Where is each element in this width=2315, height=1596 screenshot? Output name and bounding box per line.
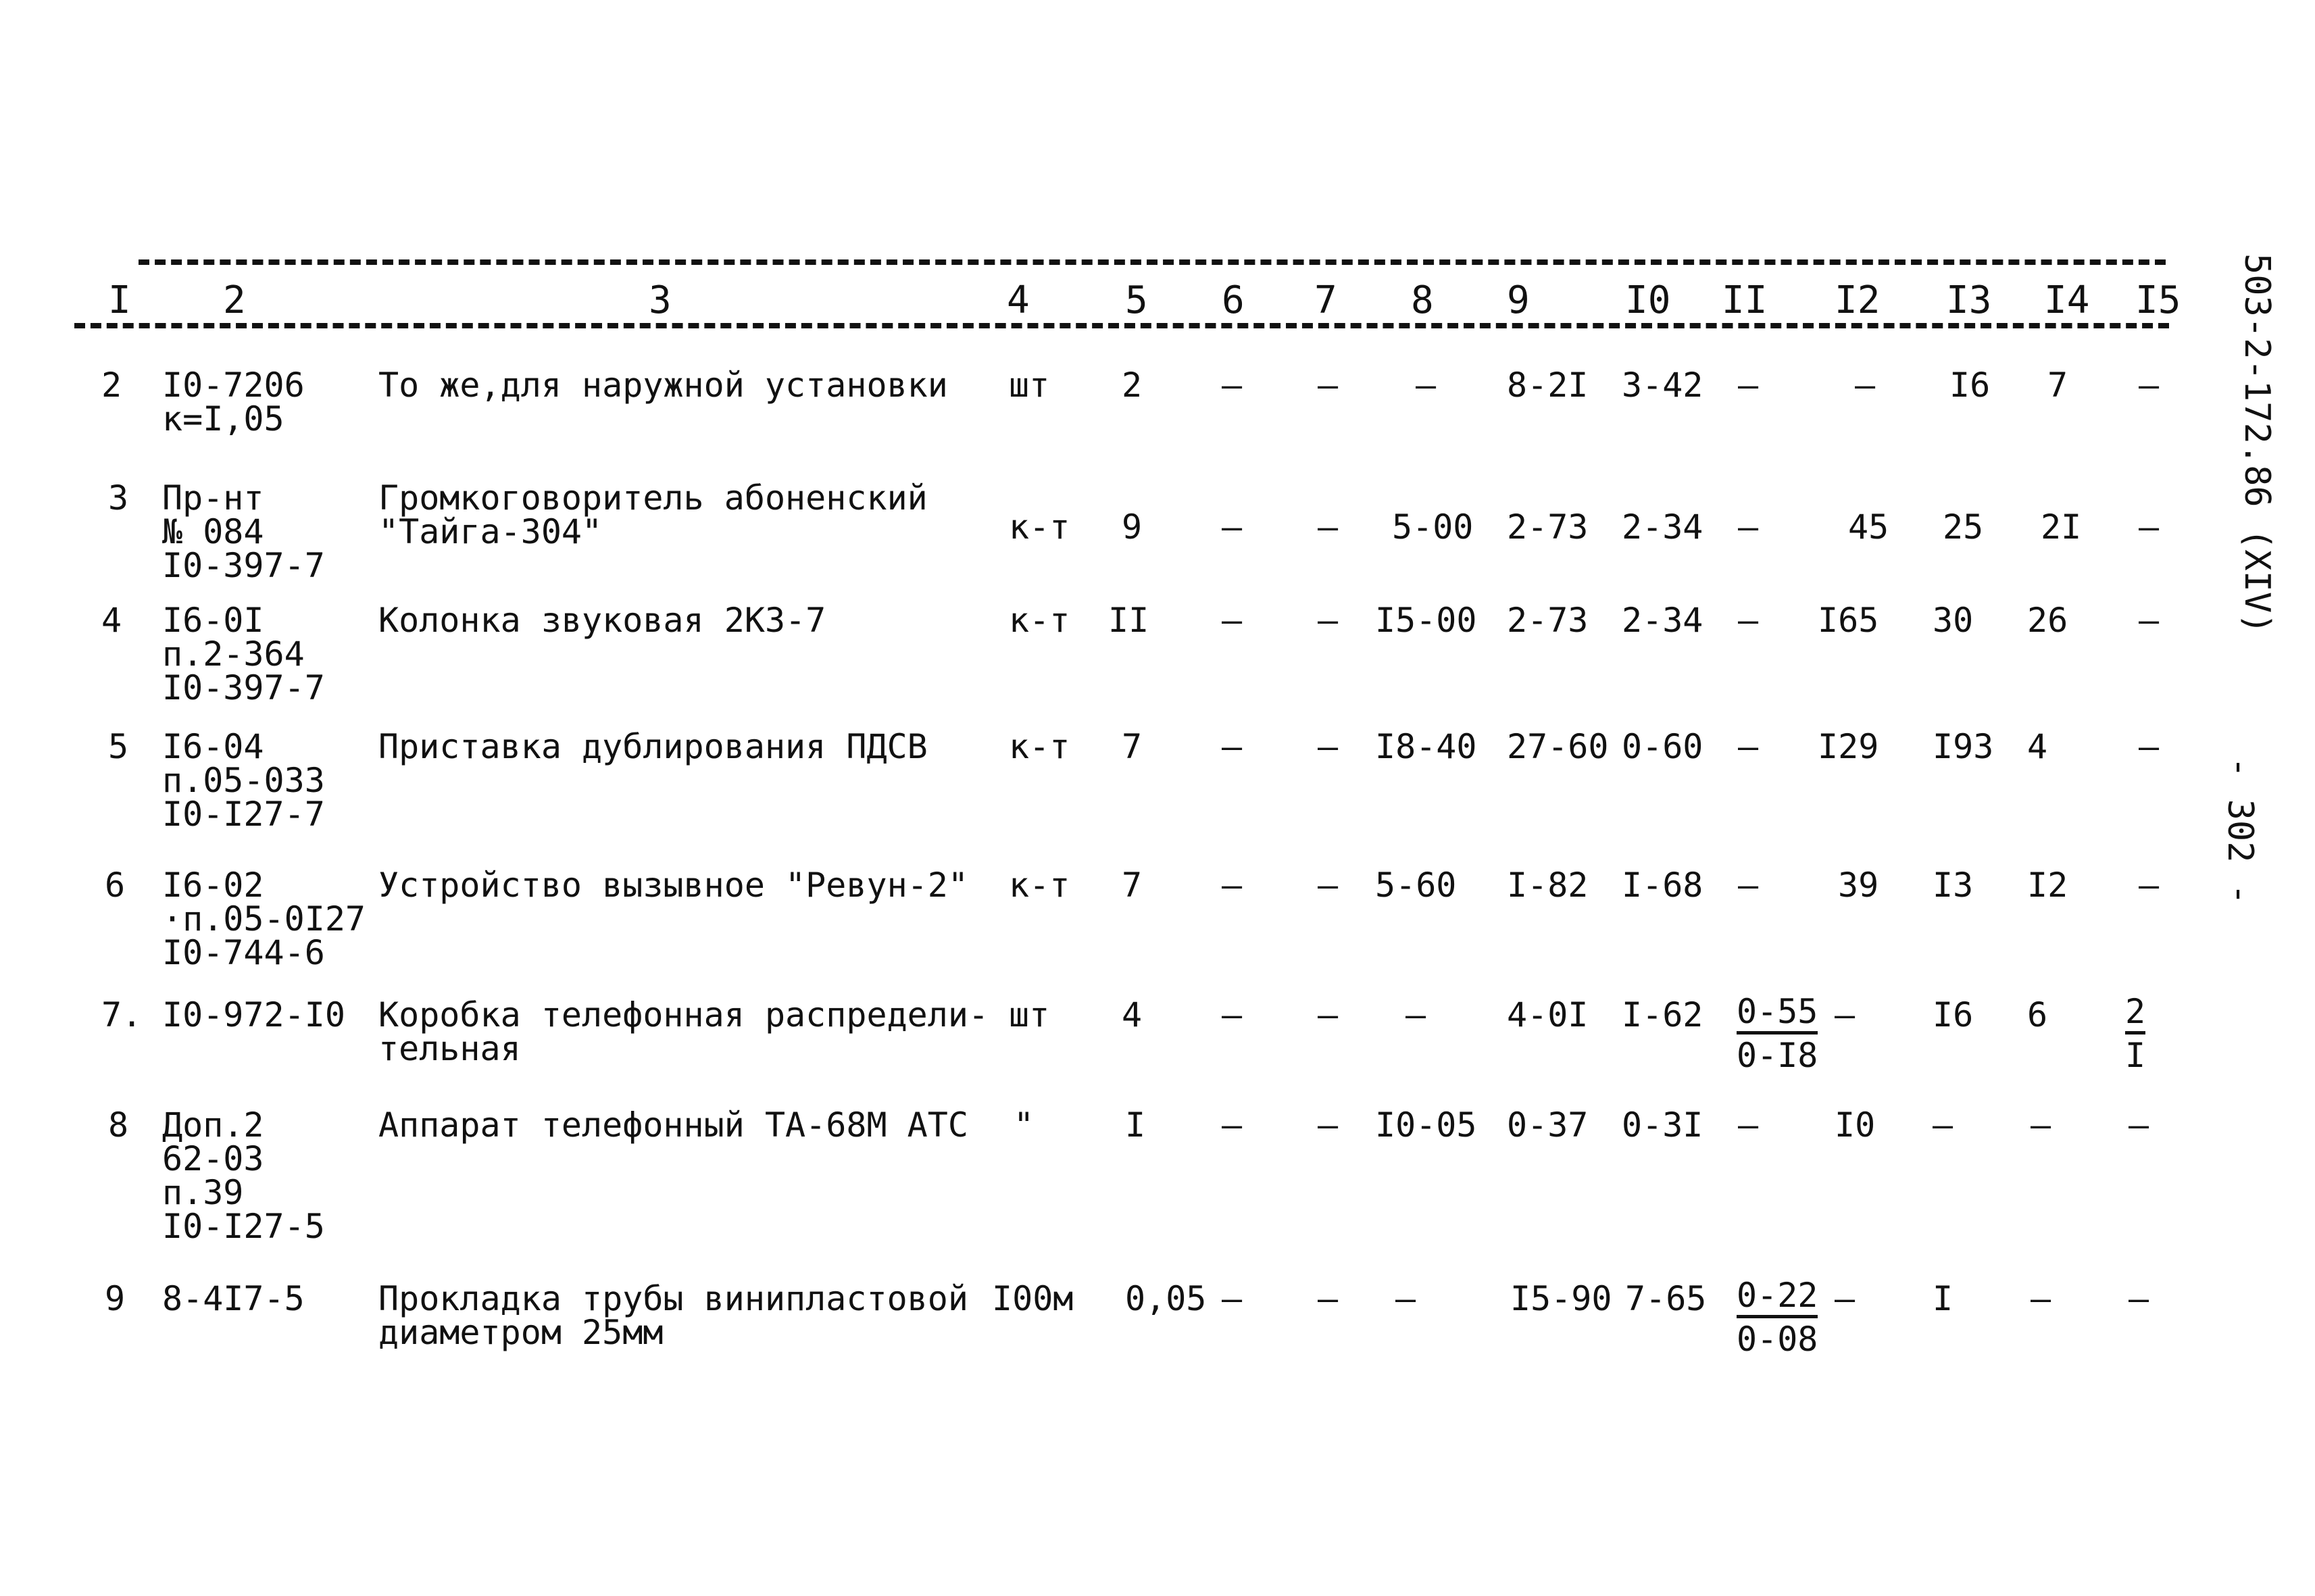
col-7-value: –: [1318, 507, 1339, 547]
col-11-value: –: [1738, 507, 1759, 547]
col-14-value: –: [2031, 1105, 2051, 1145]
document-code: 503-2-172.86 (XIV): [2237, 253, 2277, 634]
col-7-value: –: [1318, 727, 1339, 766]
quantity: 2: [1122, 366, 1143, 405]
fraction-numerator: 0-55: [1737, 995, 1818, 1034]
col-num-14: I4: [2044, 278, 2090, 322]
col-6-value: –: [1222, 601, 1243, 640]
quantity: II: [1108, 601, 1149, 640]
item-name: Колонка звуковая 2КЗ-7: [378, 601, 826, 640]
col-6-value: –: [1222, 1105, 1243, 1145]
col-6-value: –: [1222, 507, 1243, 547]
col-num-3: 3: [649, 278, 672, 322]
col-14-value: I2: [2027, 866, 2068, 905]
col-8-value: I5-00: [1375, 601, 1477, 640]
col-13-value: I93: [1933, 727, 1994, 766]
fraction-numerator: 2: [2125, 995, 2145, 1034]
col-num-13: I3: [1946, 278, 1992, 322]
col-8-value: 5-60: [1375, 866, 1457, 905]
page-number: - 302 -: [2220, 757, 2260, 905]
col-6-value: –: [1222, 727, 1243, 766]
norm-code: I6-04 п.05-033 I0-I27-7: [162, 727, 325, 834]
col-14-value: 26: [2027, 601, 2068, 640]
col-14-value: 7: [2047, 366, 2068, 405]
unit: шт: [1009, 995, 1050, 1034]
col-13-value: 25: [1943, 507, 1984, 547]
col-8-value: –: [1405, 995, 1426, 1034]
col-15-value: –: [2139, 507, 2160, 547]
item-name: Приставка дублирования ПДСВ: [378, 727, 928, 766]
unit: ": [1014, 1105, 1035, 1145]
norm-code: I6-02 ·п.05-0I27 I0-744-6: [162, 866, 366, 972]
col-7-value: –: [1318, 1279, 1339, 1318]
fraction-denominator: 0-I8: [1737, 1036, 1818, 1075]
col-13-value: I6: [1949, 366, 1991, 405]
col-13-value: –: [1933, 1105, 1953, 1145]
col-num-7: 7: [1314, 278, 1337, 322]
item-name: Коробка телефонная распредели- тельная: [378, 995, 989, 1068]
col-9-value: 0-37: [1507, 1105, 1589, 1145]
col-12-value: 39: [1838, 866, 1879, 905]
col-12-value: I0: [1835, 1105, 1876, 1145]
item-name: То же,для наружной установки: [378, 366, 948, 405]
col-8-value: –: [1416, 366, 1437, 405]
fraction-denominator: I: [2125, 1036, 2146, 1075]
col-num-9: 9: [1507, 278, 1530, 322]
col-8-value: I8-40: [1375, 727, 1477, 766]
fraction-denominator: 0-08: [1737, 1320, 1818, 1359]
col-10-value: 0-3I: [1622, 1105, 1703, 1145]
quantity: 0,05: [1125, 1279, 1207, 1318]
col-num-15: I5: [2135, 278, 2181, 322]
col-13-value: 30: [1933, 601, 1974, 640]
norm-code: Пр-нт № 084 I0-397-7: [162, 478, 325, 585]
col-8-value: –: [1395, 1279, 1416, 1318]
row-number: 9: [105, 1279, 126, 1318]
col-12-value: –: [1835, 995, 1856, 1034]
col-7-value: –: [1318, 866, 1339, 905]
row-number: 2: [101, 366, 122, 405]
col-7-value: –: [1318, 995, 1339, 1034]
col-14-value: –: [2031, 1279, 2051, 1318]
quantity: I: [1125, 1105, 1146, 1145]
col-11-value: –: [1738, 866, 1759, 905]
unit: шт: [1009, 366, 1050, 405]
col-15-value: –: [2139, 366, 2160, 405]
quantity: 4: [1122, 995, 1143, 1034]
header-top-rule: [139, 259, 2166, 265]
col-11-value: –: [1738, 601, 1759, 640]
col-9-value: I-82: [1507, 866, 1589, 905]
header-bottom-rule: [74, 323, 2169, 328]
col-15-value: –: [2129, 1279, 2149, 1318]
col-10-value: 0-60: [1622, 727, 1703, 766]
col-7-value: –: [1318, 601, 1339, 640]
col-9-value: 8-2I: [1507, 366, 1589, 405]
col-11-value: –: [1738, 727, 1759, 766]
col-10-value: 2-34: [1622, 507, 1703, 547]
col-15-value: –: [2139, 727, 2160, 766]
col-13-value: I: [1933, 1279, 1953, 1318]
item-name: Устройство вызывное "Ревун-2": [378, 866, 968, 905]
col-10-value: I-62: [1622, 995, 1703, 1034]
quantity: 7: [1122, 866, 1143, 905]
row-number: 5: [108, 727, 129, 766]
col-12-value: I65: [1818, 601, 1879, 640]
col-15-value: –: [2139, 601, 2160, 640]
col-13-value: I6: [1933, 995, 1974, 1034]
col-7-value: –: [1318, 366, 1339, 405]
col-num-2: 2: [223, 278, 246, 322]
col-9-value: 2-73: [1507, 601, 1589, 640]
col-9-value: 4-0I: [1507, 995, 1589, 1034]
item-name: Аппарат телефонный ТА-68М АТС: [378, 1105, 968, 1145]
col-6-value: –: [1222, 995, 1243, 1034]
row-number: 8: [108, 1105, 129, 1145]
row-number: 7.: [101, 995, 143, 1034]
quantity: 7: [1122, 727, 1143, 766]
norm-code: 8-4I7-5: [162, 1279, 305, 1318]
col-num-12: I2: [1835, 278, 1881, 322]
col-12-value: I29: [1818, 727, 1879, 766]
col-14-value: 2I: [2041, 507, 2082, 547]
col-11-fraction: [1737, 1276, 1818, 1359]
col-8-value: 5-00: [1392, 507, 1474, 547]
col-8-value: I0-05: [1375, 1105, 1477, 1145]
col-10-value: 3-42: [1622, 366, 1703, 405]
col-num-4: 4: [1007, 278, 1030, 322]
item-name: Громкоговоритель абоненский "Тайга-304": [378, 478, 928, 551]
fraction-numerator: 0-22: [1737, 1278, 1818, 1318]
col-15-value: –: [2129, 1105, 2149, 1145]
unit: I00м: [992, 1279, 1074, 1318]
col-9-value: 2-73: [1507, 507, 1589, 547]
unit: к-т: [1009, 601, 1070, 640]
col-num-10: I0: [1625, 278, 1671, 322]
col-11-value: –: [1738, 366, 1759, 405]
col-num-1: I: [108, 278, 131, 322]
col-10-value: 7-65: [1625, 1279, 1707, 1318]
col-num-11: II: [1722, 278, 1768, 322]
col-12-value: 45: [1848, 507, 1889, 547]
item-name: Прокладка трубы винипластовой диаметром 25мм: [378, 1279, 968, 1352]
col-11-fraction: [1737, 992, 1818, 1075]
col-6-value: –: [1222, 866, 1243, 905]
col-10-value: 2-34: [1622, 601, 1703, 640]
norm-code: Доп.2 62-03 п.39 I0-I27-5: [162, 1105, 325, 1246]
col-6-value: –: [1222, 366, 1243, 405]
col-15-fraction: [2125, 992, 2146, 1075]
unit: к-т: [1009, 507, 1070, 547]
col-13-value: I3: [1933, 866, 1974, 905]
unit: к-т: [1009, 866, 1070, 905]
norm-code: I0-7206 к=I,05: [162, 366, 305, 439]
norm-code: I0-972-I0: [162, 995, 345, 1034]
col-9-value: 27-60: [1507, 727, 1609, 766]
row-number: 6: [105, 866, 126, 905]
col-num-5: 5: [1125, 278, 1148, 322]
col-7-value: –: [1318, 1105, 1339, 1145]
col-num-8: 8: [1411, 278, 1434, 322]
col-9-value: I5-90: [1510, 1279, 1612, 1318]
col-12-value: –: [1835, 1279, 1856, 1318]
col-num-6: 6: [1222, 278, 1245, 322]
col-6-value: –: [1222, 1279, 1243, 1318]
norm-code: I6-0I п.2-364 I0-397-7: [162, 601, 325, 707]
col-12-value: –: [1855, 366, 1876, 405]
col-11-value: –: [1738, 1105, 1759, 1145]
row-number: 4: [101, 601, 122, 640]
col-14-value: 6: [2027, 995, 2048, 1034]
col-15-value: –: [2139, 866, 2160, 905]
col-14-value: 4: [2027, 727, 2048, 766]
row-number: 3: [108, 478, 129, 518]
quantity: 9: [1122, 507, 1143, 547]
col-10-value: I-68: [1622, 866, 1703, 905]
unit: к-т: [1009, 727, 1070, 766]
